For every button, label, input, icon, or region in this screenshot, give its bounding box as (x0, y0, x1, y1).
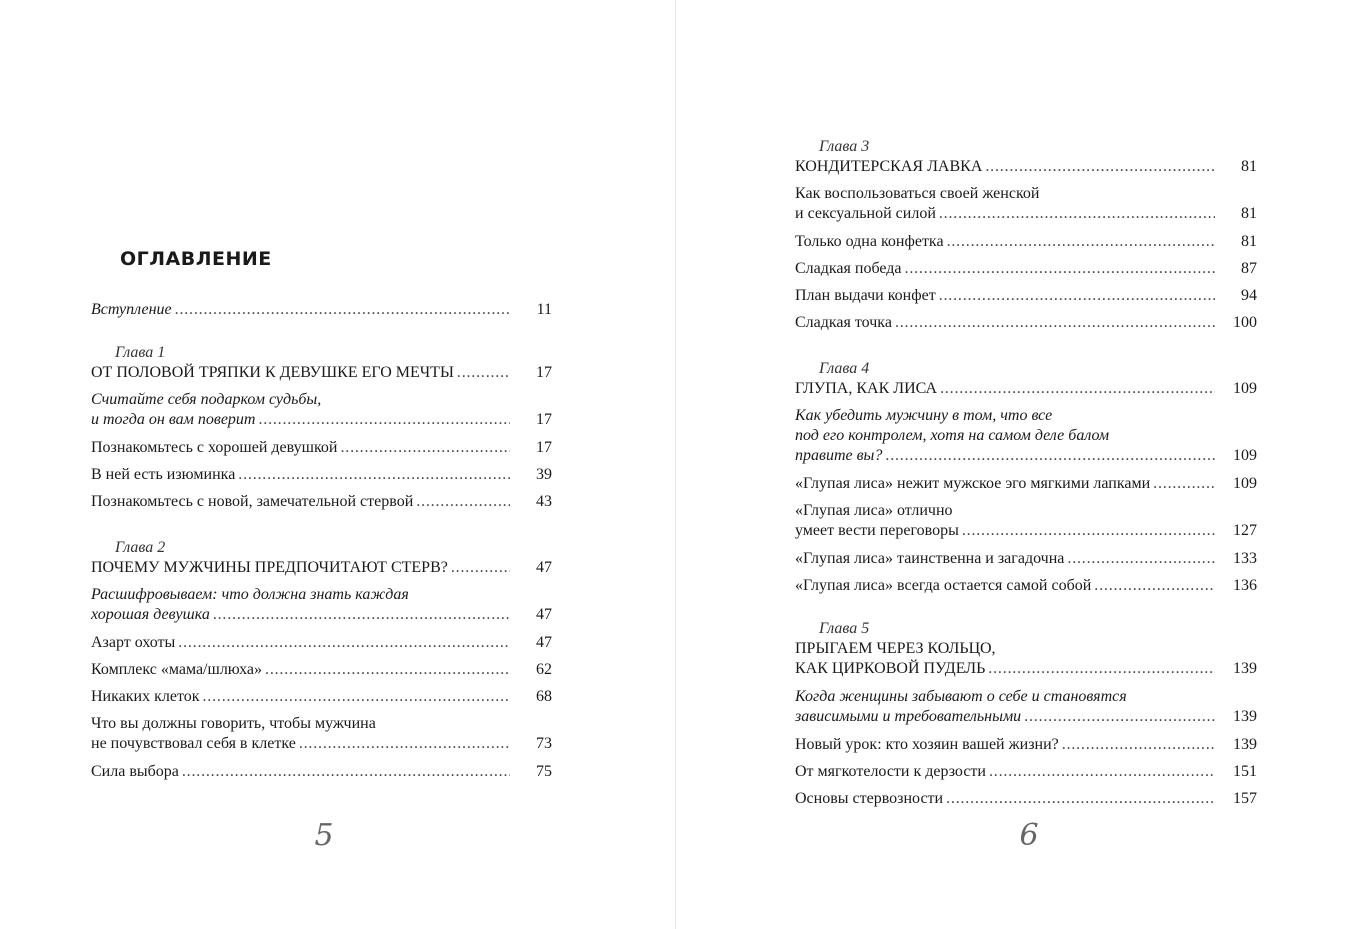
entry-page-number: 47 (536, 606, 552, 623)
toc-entry[interactable] (91, 687, 552, 714)
entry-row (795, 789, 1257, 809)
entry-row (795, 707, 1257, 727)
entry-page-number: 68 (536, 688, 552, 705)
toc-block (795, 619, 1257, 816)
entry-row (91, 687, 552, 707)
toc-entry[interactable] (795, 639, 1257, 687)
entry-title: КОНДИТЕРСКАЯ ЛАВКА (795, 158, 983, 175)
toc-block (91, 300, 552, 327)
toc-heading: ОГЛАВЛЕНИЕ (120, 248, 272, 270)
entry-row (91, 300, 552, 320)
dot-leader (416, 492, 510, 512)
toc-entry[interactable] (91, 762, 552, 789)
dot-leader (940, 379, 1215, 399)
toc-entry[interactable] (91, 585, 552, 633)
dot-leader (175, 300, 510, 320)
dot-leader (988, 659, 1215, 679)
entry-row (795, 446, 1257, 466)
chapter-label: Глава 4 (819, 360, 870, 377)
entry-page-number: 75 (536, 763, 552, 780)
entry-row (91, 633, 552, 653)
entry-row (795, 762, 1257, 782)
entry-page-number: 17 (536, 364, 552, 381)
entry-page-number: 81 (1241, 205, 1257, 222)
entry-page-number: 62 (536, 661, 552, 678)
dot-leader (947, 232, 1215, 252)
entry-row (795, 379, 1257, 399)
entry-row (91, 363, 552, 383)
entry-title: КАК ЦИРКОВОЙ ПУДЕЛЬ (795, 660, 986, 677)
entry-title-line: под его контролем, хотя на самом деле балом (795, 427, 1110, 444)
toc-entry[interactable] (91, 492, 552, 519)
chapter-label: Глава 2 (115, 539, 166, 556)
dot-leader (213, 605, 510, 625)
entry-title: Сладкая точка (795, 314, 892, 331)
toc-entry[interactable] (795, 576, 1257, 603)
entry-title: умеет вести переговоры (795, 522, 959, 539)
toc-entry[interactable] (795, 157, 1257, 184)
toc-entry[interactable] (91, 465, 552, 492)
entry-row (795, 313, 1257, 333)
entry-page-number: 17 (536, 411, 552, 428)
toc-entry[interactable] (91, 558, 552, 585)
toc-entry[interactable] (91, 300, 552, 327)
toc-block (795, 137, 1257, 340)
entry-row (795, 735, 1257, 755)
dot-leader (939, 286, 1215, 306)
entry-title: Азарт охоты (91, 634, 176, 651)
entry-row (91, 438, 552, 458)
entry-page-number: 47 (536, 559, 552, 576)
dot-leader (451, 558, 510, 578)
dot-leader (1067, 549, 1215, 569)
entry-page-number: 73 (536, 735, 552, 752)
dot-leader (1094, 576, 1215, 596)
entry-row (795, 474, 1257, 494)
entry-page-number: 81 (1241, 158, 1257, 175)
entry-page-number: 17 (536, 439, 552, 456)
entry-row (91, 558, 552, 578)
dot-leader (340, 438, 510, 458)
entry-title: Познакомьтесь с новой, замечательной стервой (91, 493, 414, 510)
toc-entry[interactable] (795, 406, 1257, 474)
toc-entry[interactable] (795, 789, 1257, 816)
dot-leader (258, 410, 510, 430)
entry-page-number: 157 (1233, 790, 1257, 807)
entry-title: План выдачи конфет (795, 287, 936, 304)
entry-title-line: «Глупая лиса» отлично (795, 502, 953, 519)
entry-title: Новый урок: кто хозяин вашей жизни? (795, 736, 1059, 753)
entry-title: зависимыми и требовательными (795, 708, 1022, 725)
entry-title: Только одна конфетка (795, 233, 944, 250)
toc-entry[interactable] (795, 735, 1257, 762)
entry-page-number: 136 (1233, 577, 1257, 594)
dot-leader (238, 465, 510, 485)
entry-title: «Глупая лиса» нежит мужское эго мягкими лапками (795, 475, 1151, 492)
entry-row (91, 465, 552, 485)
entry-title: В ней есть изюминка (91, 466, 236, 483)
entry-page-number: 127 (1233, 522, 1257, 539)
dot-leader (178, 633, 510, 653)
entry-page-number: 151 (1233, 763, 1257, 780)
toc-entry[interactable] (91, 633, 552, 660)
toc-entry[interactable] (795, 184, 1257, 232)
toc-entry[interactable] (795, 687, 1257, 735)
entry-title-line: Считайте себя подарком судьбы, (91, 391, 322, 408)
entry-title-line: Как воспользоваться своей женской (795, 185, 1040, 202)
entry-row (91, 605, 552, 625)
dot-leader (946, 789, 1215, 809)
dot-leader (182, 762, 510, 782)
entry-page-number: 139 (1233, 708, 1257, 725)
entry-row (795, 549, 1257, 569)
toc-entry[interactable] (795, 259, 1257, 286)
dot-leader (457, 363, 510, 383)
toc-entry[interactable] (91, 714, 552, 762)
entry-title: и сексуальной силой (795, 205, 936, 222)
toc-block (795, 359, 1257, 603)
page-number-right: 6 (1019, 818, 1039, 853)
dot-leader (962, 521, 1215, 541)
entry-title: правите вы? (795, 447, 883, 464)
toc-entry[interactable] (91, 660, 552, 687)
dot-leader (1024, 707, 1215, 727)
entry-row (795, 659, 1257, 679)
chapter-label: Глава 1 (115, 344, 166, 361)
entry-row (795, 576, 1257, 596)
entry-row (91, 762, 552, 782)
dot-leader (895, 313, 1215, 333)
chapter-label: Глава 5 (819, 620, 870, 637)
entry-title-line: Когда женщины забывают о себе и становятся (795, 688, 1127, 705)
toc-entry[interactable] (795, 379, 1257, 406)
entry-page-number: 139 (1233, 736, 1257, 753)
entry-title: Вступление (91, 301, 172, 318)
entry-page-number: 109 (1233, 380, 1257, 397)
toc-entry[interactable] (795, 232, 1257, 259)
entry-page-number: 81 (1241, 233, 1257, 250)
dot-leader (203, 687, 511, 707)
dot-leader (1062, 735, 1215, 755)
entry-title: Никаких клеток (91, 688, 200, 705)
entry-title: и тогда он вам поверит (91, 411, 256, 428)
toc-entry[interactable] (795, 474, 1257, 501)
toc-entry[interactable] (91, 363, 552, 390)
entry-page-number: 109 (1233, 447, 1257, 464)
entry-title: Комплекс «мама/шлюха» (91, 661, 263, 678)
dot-leader (885, 446, 1215, 466)
chapter-label: Глава 3 (819, 138, 870, 155)
toc-entry[interactable] (91, 438, 552, 465)
toc-entry[interactable] (795, 313, 1257, 340)
dot-leader (299, 734, 510, 754)
entry-page-number: 133 (1233, 550, 1257, 567)
dot-leader (989, 762, 1215, 782)
entry-title: не почувствовал себя в клетке (91, 735, 296, 752)
toc-block (91, 538, 552, 789)
entry-title: Основы стервозности (795, 790, 944, 807)
entry-page-number: 11 (536, 301, 552, 318)
entry-title: ПОЧЕМУ МУЖЧИНЫ ПРЕДПОЧИТАЮТ СТЕРВ? (91, 559, 448, 576)
entry-row (795, 286, 1257, 306)
right-page (676, 0, 1352, 929)
entry-title: хорошая девушка (91, 606, 210, 623)
entry-row (91, 492, 552, 512)
entry-title: «Глупая лиса» всегда остается самой собой (795, 577, 1092, 594)
entry-row (795, 232, 1257, 252)
entry-row (91, 410, 552, 430)
entry-row (795, 204, 1257, 224)
entry-title-line: Расшифровываем: что должна знать каждая (91, 586, 409, 603)
dot-leader (985, 157, 1215, 177)
entry-row (91, 734, 552, 754)
entry-row (91, 660, 552, 680)
entry-title: ГЛУПА, КАК ЛИСА (795, 380, 938, 397)
dot-leader (905, 259, 1215, 279)
page-number-left: 5 (314, 818, 334, 853)
entry-title: Сладкая победа (795, 260, 902, 277)
entry-title-line: Что вы должны говорить, чтобы мужчина (91, 715, 376, 732)
entry-page-number: 87 (1241, 260, 1257, 277)
entry-page-number: 100 (1233, 314, 1257, 331)
entry-page-number: 139 (1233, 660, 1257, 677)
entry-title: Сила выбора (91, 763, 179, 780)
toc-entry[interactable] (795, 501, 1257, 549)
entry-row (795, 521, 1257, 541)
entry-row (795, 259, 1257, 279)
toc-entry[interactable] (91, 390, 552, 438)
entry-page-number: 109 (1233, 475, 1257, 492)
entry-page-number: 94 (1241, 287, 1257, 304)
entry-title: ОТ ПОЛОВОЙ ТРЯПКИ К ДЕВУШКЕ ЕГО МЕЧТЫ (91, 364, 454, 381)
entry-page-number: 39 (536, 466, 552, 483)
entry-title: От мягкотелости к дерзости (795, 763, 986, 780)
entry-title-line: ПРЫГАЕМ ЧЕРЕЗ КОЛЬЦО, (795, 640, 996, 657)
entry-title-line: Как убедить мужчину в том, что все (795, 407, 1053, 424)
entry-title: «Глупая лиса» таинственна и загадочна (795, 550, 1065, 567)
dot-leader (1153, 474, 1215, 494)
dot-leader (265, 660, 510, 680)
toc-block (91, 343, 552, 519)
toc-entry[interactable] (795, 286, 1257, 313)
entry-page-number: 47 (536, 634, 552, 651)
dot-leader (939, 204, 1215, 224)
entry-title: Познакомьтесь с хорошей девушкой (91, 439, 338, 456)
toc-entry[interactable] (795, 549, 1257, 576)
entry-row (795, 157, 1257, 177)
entry-page-number: 43 (536, 493, 552, 510)
toc-entry[interactable] (795, 762, 1257, 789)
